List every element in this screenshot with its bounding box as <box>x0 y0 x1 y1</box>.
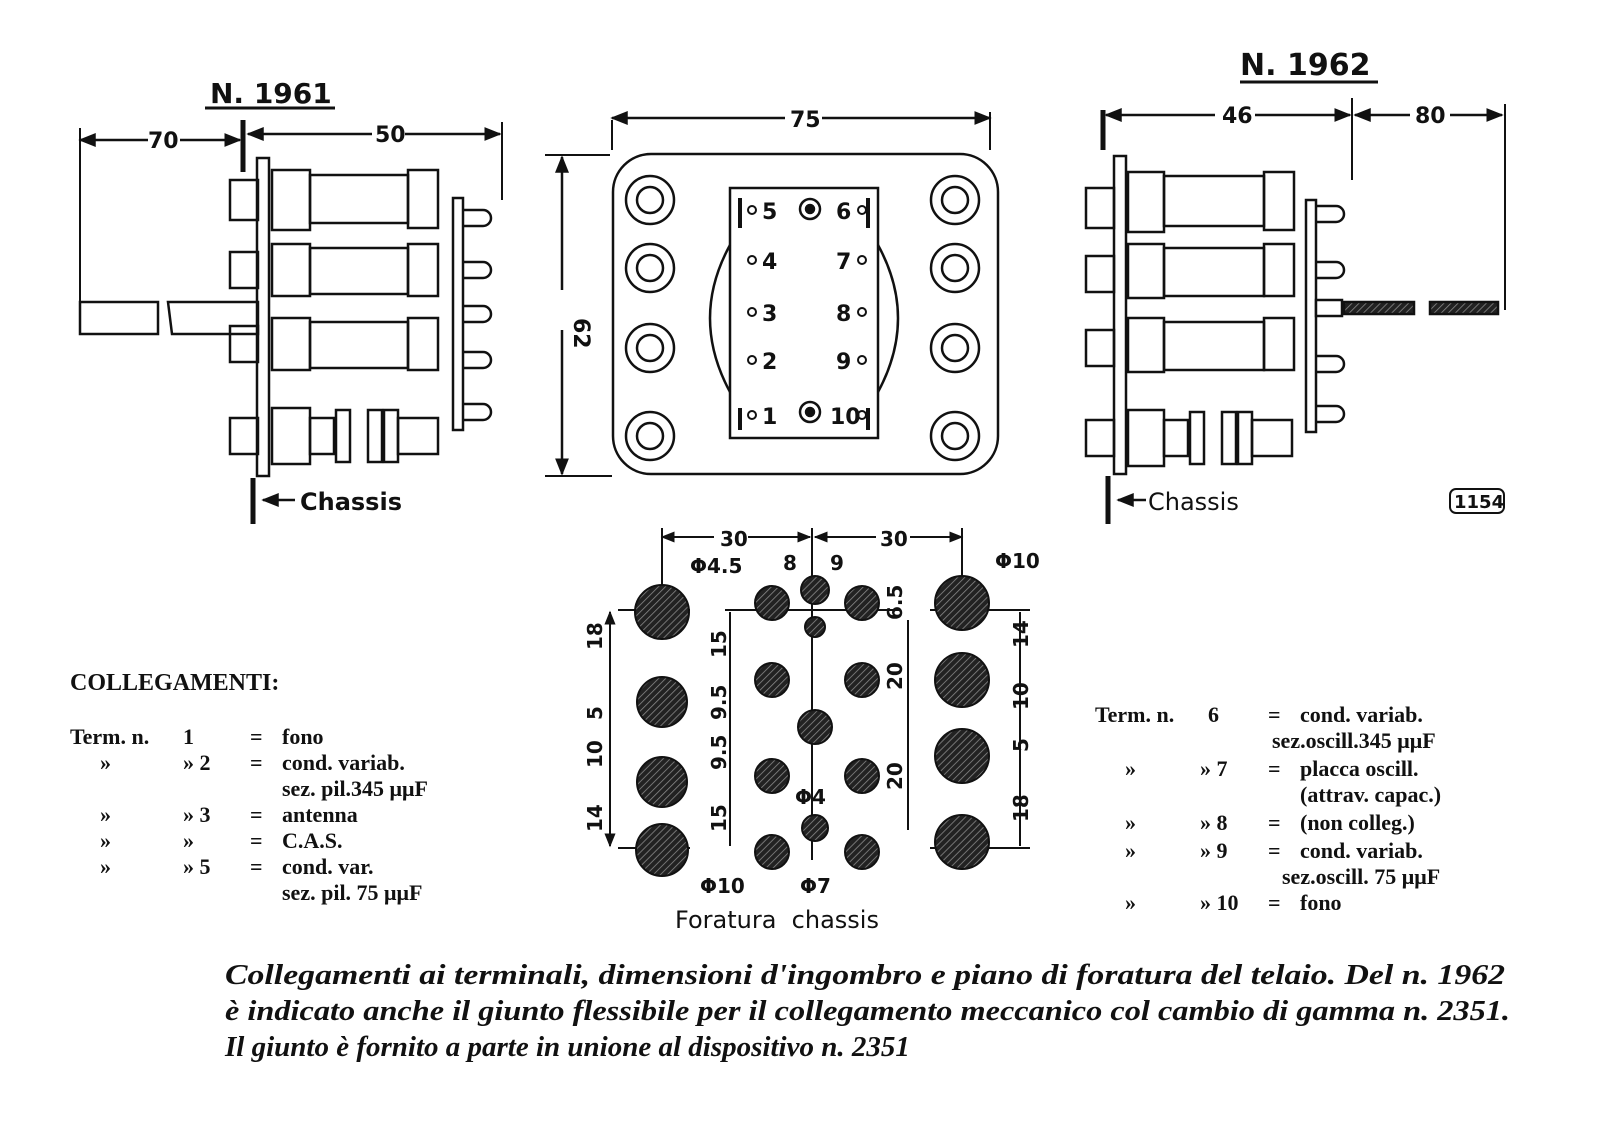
dim-left-10: 10 <box>583 740 607 768</box>
dim-center-65: 6.5 <box>883 584 907 620</box>
dim-left-18: 18 <box>583 622 607 650</box>
caption-line-1: Collegamenti ai terminali, dimensioni d'ingombro e piano di foratura del telaio. Del n. 1962 <box>225 959 1505 991</box>
dim-phi-center: Φ4 <box>795 785 826 809</box>
dim-mid-15b: 15 <box>707 804 731 832</box>
title-1962: N. 1962 <box>1240 48 1371 83</box>
conn-right-continuation: (attrav. capac.) <box>1300 782 1442 807</box>
terminal-1: 1 <box>762 405 778 430</box>
terminal-9: 9 <box>836 350 852 375</box>
dim-phi-bottom: Φ7 <box>800 874 831 898</box>
svg-text:1: 1 <box>183 724 194 749</box>
dim-mid-95b: 9.5 <box>707 734 731 770</box>
svg-text:=: = <box>250 802 263 827</box>
side-view-1962 <box>1086 48 1505 524</box>
terminal-5: 5 <box>762 200 778 225</box>
dim-right-10: 10 <box>1009 682 1033 710</box>
dim-center-20b: 20 <box>883 762 907 790</box>
drill-holes <box>635 576 989 876</box>
flexible-joint <box>1316 300 1498 316</box>
conn-left-row <box>100 750 405 775</box>
terminal-7: 7 <box>836 250 852 275</box>
dim-right-18: 18 <box>1009 794 1033 822</box>
svg-text:fono: fono <box>282 724 324 749</box>
caption <box>224 959 1510 1063</box>
svg-text:=: = <box>250 750 263 775</box>
conn-right-continuation: sez.oscill.345 μμF <box>1272 728 1436 753</box>
conn-left-row <box>100 802 358 827</box>
svg-text:» 7: » 7 <box>1200 756 1228 781</box>
svg-text:Term. n.: Term. n. <box>70 724 150 749</box>
svg-text:»: » <box>183 828 194 853</box>
svg-text:=: = <box>1268 702 1281 727</box>
conn-left-row <box>100 828 343 853</box>
svg-text:»: » <box>1125 838 1136 863</box>
connections-right <box>1095 702 1441 915</box>
terminal-2: 2 <box>762 350 778 375</box>
svg-text:»: » <box>100 802 111 827</box>
svg-text:»: » <box>100 750 111 775</box>
svg-text:antenna: antenna <box>282 802 358 827</box>
side-view-1961 <box>80 77 502 524</box>
dim-1962-shaft: 80 <box>1415 104 1446 129</box>
dim-1961-shaft: 70 <box>148 129 179 154</box>
connections-heading: COLLEGAMENTI: <box>70 670 280 696</box>
svg-text:placca oscill.: placca oscill. <box>1300 756 1419 781</box>
dim-height: 62 <box>568 318 593 349</box>
conn-left-row <box>70 724 324 749</box>
dim-drill-top-left: 30 <box>720 527 748 551</box>
conn-right-row <box>1125 890 1342 915</box>
conn-right-row <box>1095 702 1423 727</box>
dim-drill-small-left: 8 <box>783 551 797 575</box>
conn-right-row <box>1125 756 1419 781</box>
svg-text:» 5: » 5 <box>183 854 211 879</box>
conn-left-continuation: sez. pil.345 μμF <box>282 776 428 801</box>
conn-left-row <box>100 854 373 879</box>
dim-center-20a: 20 <box>883 662 907 690</box>
svg-text:»: » <box>1125 890 1136 915</box>
svg-text:»: » <box>100 828 111 853</box>
figure-number: 1154 <box>1454 492 1505 513</box>
caption-line-3: Il giunto è fornito a parte in unione al dispositivo n. 2351 <box>225 1031 910 1063</box>
drilling-title: Foratura chassis <box>675 906 879 934</box>
svg-text:=: = <box>1268 810 1281 835</box>
svg-text:=: = <box>250 854 263 879</box>
svg-text:(non colleg.): (non colleg.) <box>1300 810 1415 835</box>
connections-left <box>70 670 428 905</box>
svg-text:» 2: » 2 <box>183 750 211 775</box>
svg-text:Term. n.: Term. n. <box>1095 702 1175 727</box>
svg-text:»: » <box>100 854 111 879</box>
svg-text:6: 6 <box>1208 702 1219 727</box>
chassis-label-right: Chassis <box>1148 488 1239 516</box>
svg-text:» 8: » 8 <box>1200 810 1228 835</box>
terminal-3: 3 <box>762 302 778 327</box>
conn-left-continuation: sez. pil. 75 μμF <box>282 880 423 905</box>
conn-right-row <box>1125 838 1423 863</box>
svg-text:C.A.S.: C.A.S. <box>282 828 343 853</box>
svg-text:=: = <box>1268 838 1281 863</box>
dim-phi-big-bottom: Φ10 <box>700 874 745 898</box>
terminal-4: 4 <box>762 250 778 275</box>
title-1961: N. 1961 <box>210 77 332 110</box>
dim-left-14: 14 <box>583 804 607 832</box>
dim-right-5: 5 <box>1009 738 1033 752</box>
svg-text:fono: fono <box>1300 890 1342 915</box>
svg-text:=: = <box>1268 756 1281 781</box>
dim-width: 75 <box>790 108 821 133</box>
svg-text:cond. variab.: cond. variab. <box>282 750 405 775</box>
terminals-1961 <box>463 210 491 420</box>
svg-text:» 9: » 9 <box>1200 838 1228 863</box>
terminal-6: 6 <box>836 200 852 225</box>
svg-text:»: » <box>1125 810 1136 835</box>
front-view <box>545 108 998 476</box>
svg-text:» 10: » 10 <box>1200 890 1239 915</box>
dim-mid-95a: 9.5 <box>707 684 731 720</box>
svg-text:cond. variab.: cond. variab. <box>1300 838 1423 863</box>
svg-text:»: » <box>1125 756 1136 781</box>
svg-text:=: = <box>250 828 263 853</box>
dim-1961-body: 50 <box>375 123 406 148</box>
svg-text:=: = <box>1268 890 1281 915</box>
dim-1962-body: 46 <box>1222 104 1253 129</box>
svg-text:cond. var.: cond. var. <box>282 854 374 879</box>
conn-right-continuation: sez.oscill. 75 μμF <box>1282 864 1441 889</box>
dim-phi-big-top: Φ10 <box>995 549 1040 573</box>
terminal-8: 8 <box>836 302 852 327</box>
svg-text:cond. variab.: cond. variab. <box>1300 702 1423 727</box>
caption-line-2: è indicato anche il giunto flessibile per il collegamento meccanico col cambio di gamma n. 2351. <box>225 995 1510 1027</box>
dim-mid-15a: 15 <box>707 630 731 658</box>
dim-phi-small: Φ4.5 <box>690 554 743 578</box>
dim-drill-top-right: 30 <box>880 527 908 551</box>
dim-right-14: 14 <box>1009 620 1033 648</box>
svg-text:» 3: » 3 <box>183 802 211 827</box>
svg-text:=: = <box>250 724 263 749</box>
drilling-plan <box>583 527 1040 934</box>
chassis-label-left: Chassis <box>300 488 402 516</box>
terminal-10: 10 <box>830 405 861 430</box>
dim-left-5: 5 <box>583 706 607 720</box>
conn-right-row <box>1125 810 1415 835</box>
dim-drill-small-right: 9 <box>830 551 844 575</box>
